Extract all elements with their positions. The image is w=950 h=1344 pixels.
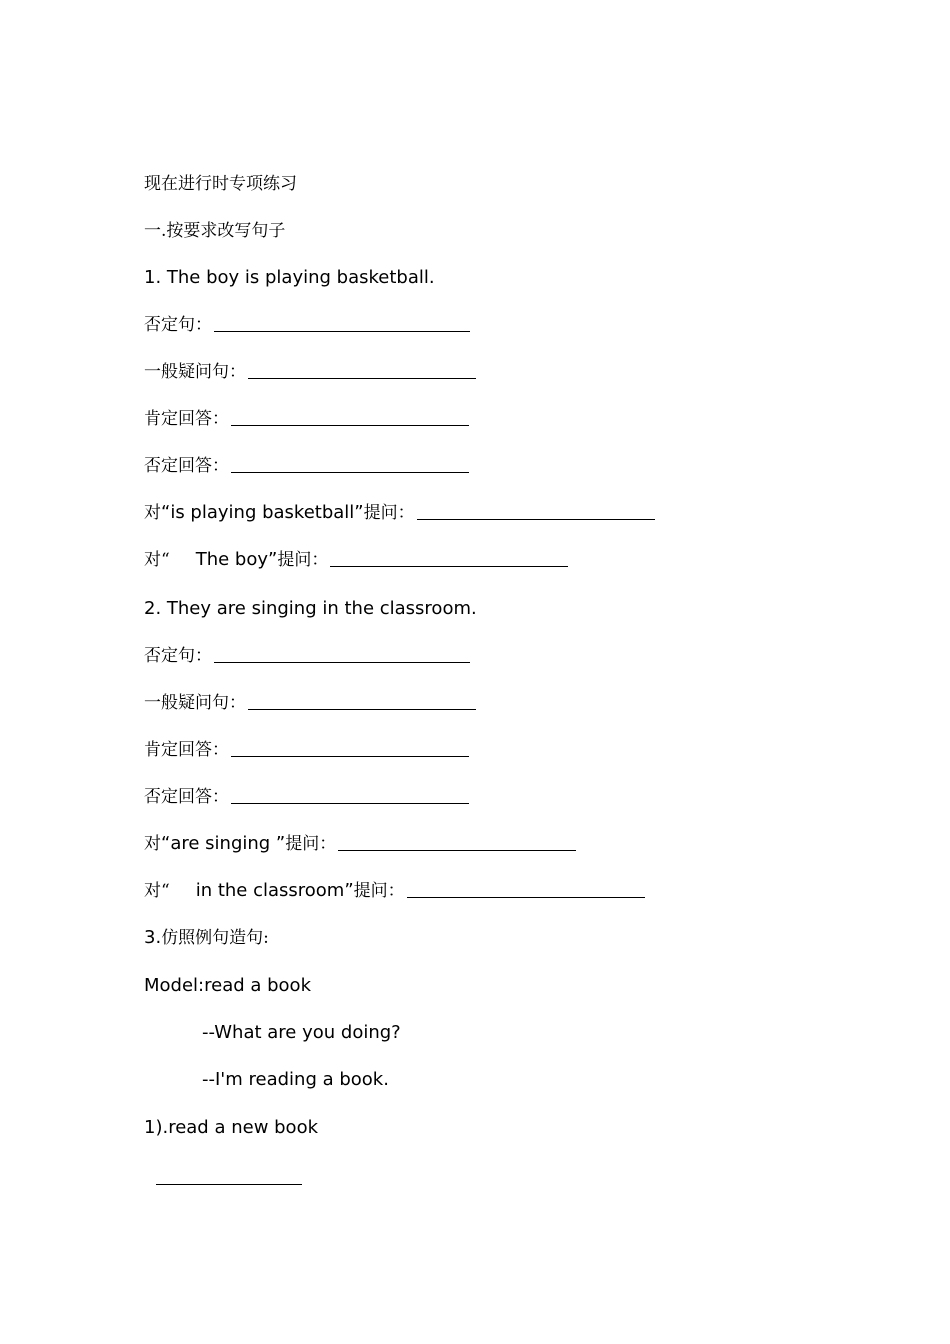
q2-affirmative-answer-label: 肯定回答： [144,740,229,760]
q2-ask2-prefix: 对“ [144,881,170,901]
title-text: 现在进行时专项练习 [144,174,297,194]
q1-ask2-quote: The boy” [195,549,278,570]
item1-answer-blank[interactable] [156,1184,302,1185]
q2-ask1-suffix: 提问： [285,834,337,854]
q1-ask1-row [144,498,655,528]
q2-negative-row [144,641,470,671]
q1-general-question-row [144,357,476,387]
q2-ask2-row [144,876,645,906]
page-title [144,169,297,199]
q1-ask2-prefix: 对“ [144,550,170,570]
q2-ask1-quote: “are singing ” [161,833,286,854]
q2-ask1-blank[interactable] [338,832,576,851]
model-answer-line [202,1065,389,1095]
q2-general-question-label: 一般疑问句： [144,693,246,713]
q2-affirmative-answer-row [144,735,469,765]
model-answer-text: --I'm reading a book. [202,1069,389,1090]
model-text: Model:read a book [144,975,311,996]
item1-line [144,1113,318,1143]
q2-negative-blank[interactable] [214,644,470,663]
q1-ask1-blank[interactable] [417,501,655,520]
q1-negative-label: 否定句： [144,315,212,335]
q1-affirmative-answer-row [144,404,469,434]
q1-ask1-prefix: 对 [144,503,161,523]
q1-negative-row [144,310,470,340]
q1-sentence [144,263,435,293]
q2-negative-answer-row [144,782,469,812]
q1-sentence-text: 1. The boy is playing basketball. [144,267,435,288]
q1-ask2-row [144,545,568,575]
q1-ask1-quote: “is playing basketball” [161,502,364,523]
q2-negative-answer-blank[interactable] [231,785,469,804]
q2-sentence-text: 2. They are singing in the classroom. [144,598,477,619]
q2-ask1-prefix: 对 [144,834,161,854]
model-line [144,971,311,1001]
q2-negative-label: 否定句： [144,646,212,666]
q1-negative-answer-blank[interactable] [231,454,469,473]
q2-ask2-suffix: 提问： [353,881,405,901]
section3-heading [144,923,269,953]
section3-heading-text: 仿照例句造句: [161,928,269,948]
q1-affirmative-answer-label: 肯定回答： [144,409,229,429]
q2-affirmative-answer-blank[interactable] [231,738,469,757]
section1-heading-text: 一.按要求改写句子 [144,221,286,241]
section3-heading-num: 3. [144,927,162,948]
q2-sentence [144,594,477,624]
model-question-line [202,1018,401,1048]
q1-ask2-blank[interactable] [330,548,568,567]
q2-ask2-blank[interactable] [407,879,645,898]
q2-ask2-quote: in the classroom” [195,880,354,901]
item1-text: 1).read a new book [144,1117,319,1138]
section1-heading [144,216,285,246]
q1-negative-blank[interactable] [214,313,470,332]
q1-general-question-blank[interactable] [248,360,476,379]
q2-negative-answer-label: 否定回答： [144,787,229,807]
q2-ask1-row [144,829,576,859]
q1-general-question-label: 一般疑问句： [144,362,246,382]
q1-ask1-suffix: 提问： [363,503,415,523]
q1-negative-answer-row [144,451,469,481]
q1-negative-answer-label: 否定回答： [144,456,229,476]
q2-general-question-row [144,688,476,718]
model-question-text: --What are you doing? [202,1022,401,1043]
q1-ask2-suffix: 提问： [277,550,329,570]
q1-affirmative-answer-blank[interactable] [231,407,469,426]
q2-general-question-blank[interactable] [248,691,476,710]
